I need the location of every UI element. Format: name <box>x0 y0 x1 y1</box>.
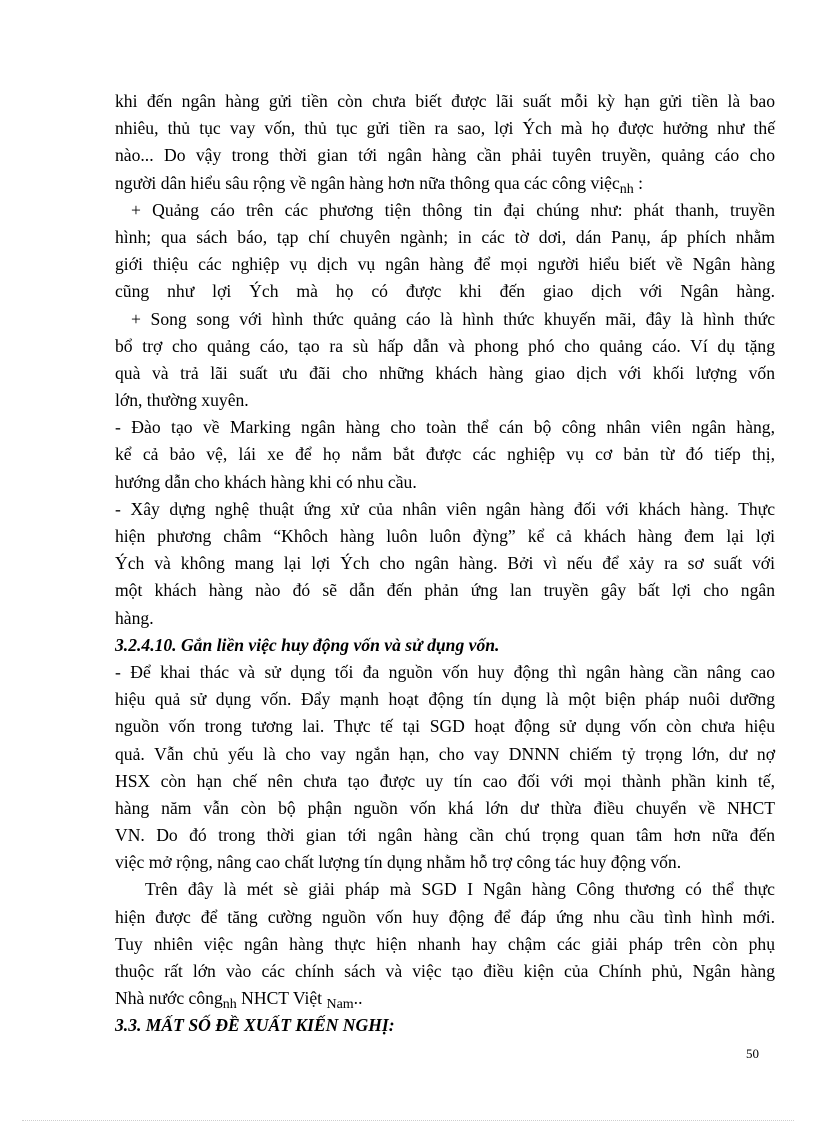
text-line: giới thiệu các nghiệp vụ dịch vụ ngân hàng để mọi người hiểu biết về Ngân hàng <box>115 254 775 275</box>
text-line: bổ trợ cho quảng cáo, tạo ra sù hấp dẫn và phong phó cho quảng cáo. Ví dụ tặng <box>115 335 775 356</box>
text-line: việc mở rộng, nâng cao chất lượng tín dụng nhằm hỗ trợ công tác huy động vốn. <box>115 852 682 873</box>
text-fragment: người dân hiểu sâu rộng về ngân hàng hơn nữa thông qua các công việc <box>115 172 620 193</box>
text-line: Trên đây là mét sè giải pháp mà SGD I Ngân hàng Công thương có thể thực <box>145 879 775 900</box>
text-line: hướng dẫn cho khách hàng khi có nhu cầu. <box>115 471 417 492</box>
text-line: hình; qua sách báo, tạp chí chuyên ngành; in các tờ dơi, dán Panụ, áp phích nhằm <box>115 226 775 247</box>
text-line: VN. Do đó trong thời gian tới ngân hàng cần chú trọng quan tâm hơn nữa đến <box>115 825 775 846</box>
text-line: - Xây dựng nghệ thuật ứng xử của nhân viên ngân hàng đối với khách hàng. Thực <box>115 498 775 519</box>
text-line: hàng năm vẫn còn bộ phận nguồn vốn khá lớn dư thừa điều chuyển về NHCT <box>115 797 775 818</box>
text-line: HSX còn hạn chế nên chưa tạo được uy tín cao đối với mọi thành phần kinh tế, <box>115 770 775 791</box>
text-line: nhiêu, thủ tục vay vốn, thủ tục gửi tiền ra sao, lợi Ých mà họ được hưởng như thế <box>115 118 775 139</box>
subscript-fragment: nh <box>222 997 237 1013</box>
text-fragment: .. <box>353 988 363 1009</box>
text-line <box>115 985 775 1012</box>
text-line: quả. Vẫn chủ yếu là cho vay ngắn hạn, cho vay DNNN chiếm tỷ trọng lớn, dư nợ <box>115 743 775 764</box>
text-line: - Để khai thác và sử dụng tối đa nguồn vốn huy động thì ngân hàng cần nâng cao <box>115 661 775 682</box>
page-bottom-divider <box>22 1120 794 1121</box>
subscript-fragment: nh <box>619 181 634 197</box>
text-line: khi đến ngân hàng gửi tiền còn chưa biết được lãi suất mỗi kỳ hạn gửi tiền là bao <box>115 91 775 111</box>
section-heading: 3.3. MẤT SỐ ĐỀ XUẤT KIẾN NGHỊ: <box>115 1015 395 1036</box>
text-line: + Song song với hình thức quảng cáo là hình thức khuyến mãi, đây là hình thức <box>131 308 775 329</box>
text-line: hàng. <box>115 607 154 628</box>
document-body <box>115 88 775 1040</box>
text-line: kể cả bảo vệ, lái xe để họ nắm bắt được các nghiệp vụ cơ bản từ đó tiếp thị, <box>115 444 775 465</box>
section-heading: 3.2.4.10. Gắn liền việc huy động vốn và sử dụng vốn. <box>115 634 500 655</box>
text-line <box>115 170 775 197</box>
text-fragment: Nhà nước công <box>115 988 223 1009</box>
text-line: nguồn vốn trong tương lai. Thực tế tại SGD hoạt động sử dụng vốn còn chưa hiệu <box>115 716 775 737</box>
text-fragment: : <box>633 172 644 193</box>
text-line: nào... Do vậy trong thời gian tới ngân hàng cần phải tuyên truyền, quảng cáo cho <box>115 145 775 166</box>
text-line: - Đào tạo về Marking ngân hàng cho toàn thể cán bộ công nhân viên ngân hàng, <box>115 417 775 438</box>
text-line: hiện phương châm “Khôch hàng luôn luôn đỳng” kể cả khách hàng đem lại lợi <box>115 526 775 546</box>
text-line: quà và trả lãi suất ưu đãi cho những khách hàng giao dịch với khối lượng vốn <box>115 362 775 383</box>
text-line: hiệu quả sử dụng vốn. Đẩy mạnh hoạt động tín dụng là một biện pháp nuôi dưỡng <box>115 689 775 710</box>
text-line: một khách hàng nào đó sẽ dẫn đến phản ứng lan truyền gây bất lợi cho ngân <box>115 580 775 601</box>
text-line: thuộc rất lớn vào các chính sách và việc tạo điều kiện của Chính phủ, Ngân hàng <box>115 961 775 981</box>
text-fragment: NHCT Việt <box>236 988 327 1009</box>
text-line: + Quảng cáo trên các phương tiện thông tin đại chúng như: phát thanh, truyền <box>131 199 775 220</box>
text-line: Ých và không mang lại lợi Ých cho ngân hàng. Bởi vì nếu để xảy ra sơ suất với <box>115 553 775 574</box>
page-number: 50 <box>746 1046 759 1061</box>
text-line: cũng như lợi Ých mà họ có được khi đến giao dịch với Ngân hàng. <box>115 281 775 302</box>
text-line: Tuy nhiên việc ngân hàng thực hiện nhanh hay chậm các giải pháp trên còn phụ <box>115 933 775 954</box>
subscript-fragment: Nam <box>326 997 354 1013</box>
text-line: lớn, thường xuyên. <box>115 390 249 411</box>
text-line: hiện được để tăng cường nguồn vốn huy động để đáp ứng nhu cầu tình hình mới. <box>115 906 775 927</box>
